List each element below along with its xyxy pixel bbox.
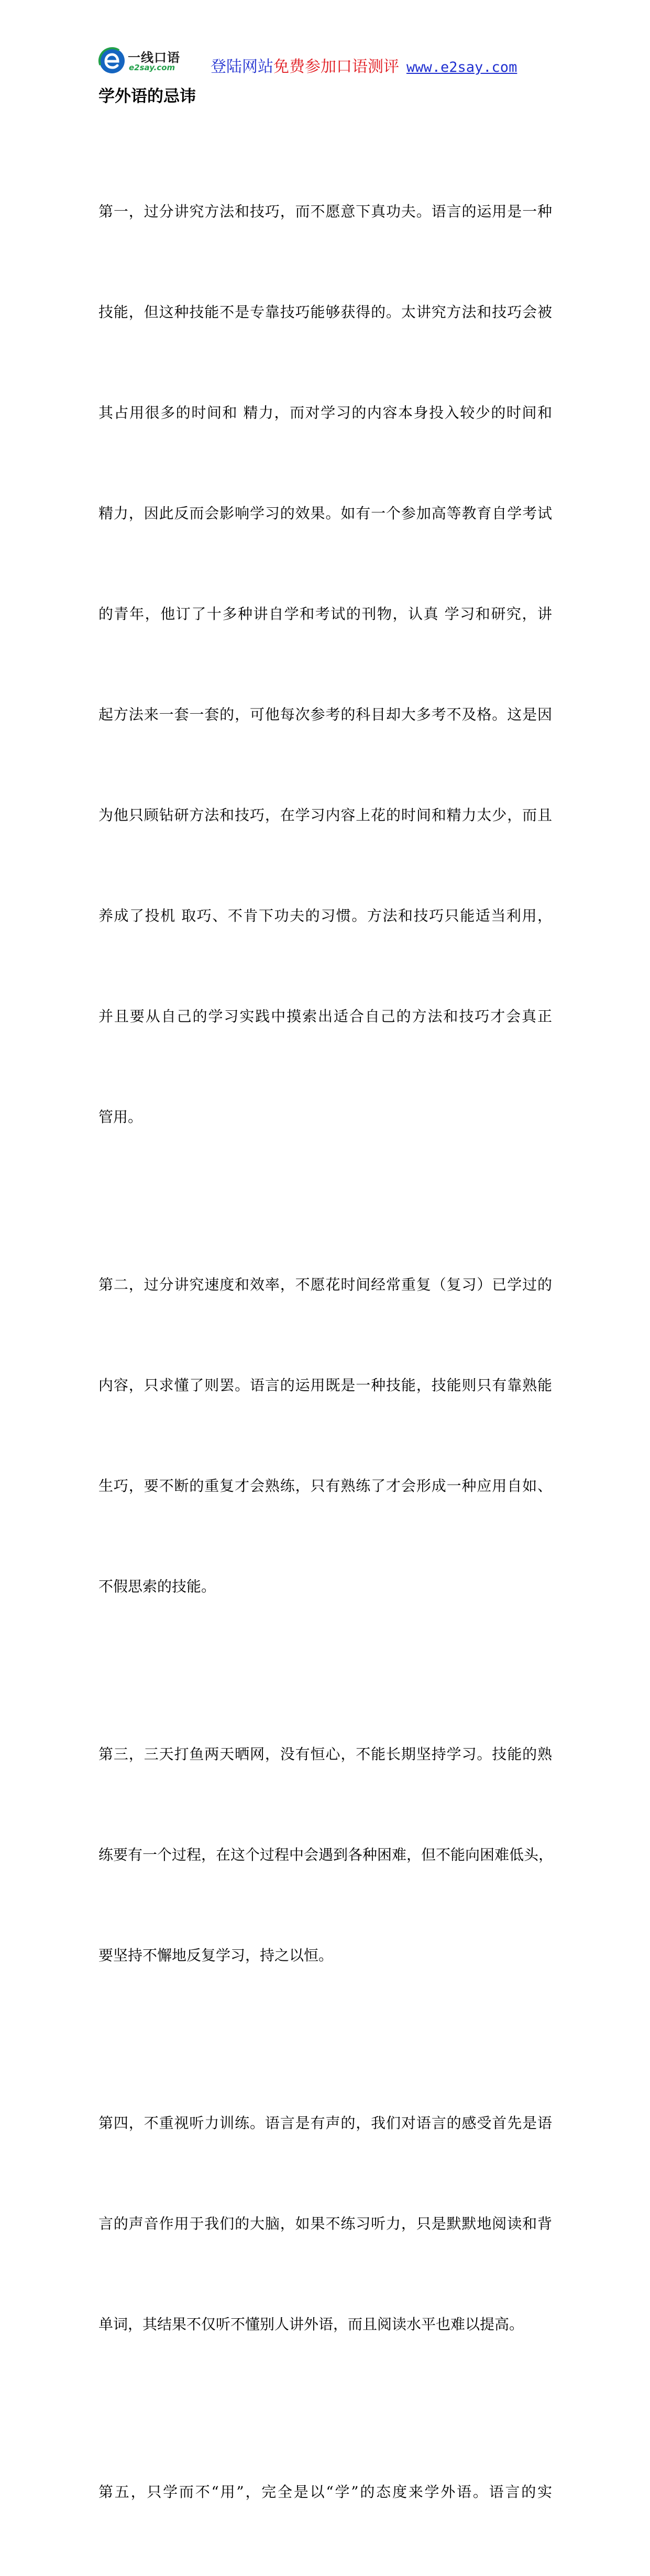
- logo-chinese-text: 一线口语: [128, 50, 180, 65]
- paragraph-line: 并且要从自己的学习实践中摸索出适合自己的方法和技巧才会真正: [98, 1008, 552, 1025]
- site-logo[interactable]: [98, 46, 188, 75]
- paragraph-line: 第一，过分讲究方法和技巧，而不愿意下真功夫。语言的运用是一种: [98, 203, 552, 220]
- paragraph-4: [98, 2039, 552, 2408]
- paragraph-line: 第五，只学而不“用”，完全是以“学”的态度来学外语。语言的实: [98, 2483, 552, 2501]
- paragraph-line: 精力，因此反而会影响学习的效果。如有一个参加高等教育自学考试: [98, 505, 552, 522]
- paragraph-line: 生巧，要不断的重复才会熟练，只有熟练了才会形成一种应用自如、: [98, 1477, 552, 1494]
- paragraph-line: 第三，三天打鱼两天晒网，没有恒心，不能长期坚持学习。技能的熟: [98, 1745, 552, 1763]
- paragraph-line: 要坚持不懈地反复学习，持之以恒。: [98, 1947, 334, 1964]
- logo-domain-text: e2say.com: [129, 63, 175, 72]
- paragraph-line: 内容，只求懂了则罢。语言的运用既是一种技能，技能则只有靠熟能: [98, 1377, 552, 1394]
- paragraph-line: 其占用很多的时间和 精力，而对学习的内容本身投入较少的时间和: [98, 404, 552, 421]
- banner-website-link[interactable]: www.e2say.com: [406, 59, 517, 75]
- paragraph-line: 为他只顾钻研方法和技巧，在学习内容上花的时间和精力太少，而且: [98, 806, 552, 824]
- banner-login-text: 登陆网站: [211, 58, 273, 76]
- document-body: [98, 128, 552, 2576]
- paragraph-2: [98, 1201, 552, 1671]
- paragraph-1: [98, 128, 552, 1201]
- paragraph-5: [98, 2408, 552, 2576]
- document-title: 学外语的忌讳: [98, 87, 196, 106]
- e2say-logo-icon: [98, 47, 126, 74]
- paragraph-line: 第四，不重视听力训练。语言是有声的，我们对语言的感受首先是语: [98, 2114, 552, 2132]
- banner-free-test-text: 免费参加口语测评: [273, 58, 399, 76]
- paragraph-line: 单词，其结果不仅听不懂别人讲外语，而且阅读水平也难以提高。: [98, 2316, 524, 2333]
- paragraph-3: [98, 1671, 552, 2039]
- paragraph-line: 练要有一个过程，在这个过程中会遇到各种困难，但不能向困难低头，: [98, 1846, 554, 1863]
- paragraph-line: 不假思索的技能。: [98, 1578, 216, 1595]
- paragraph-line: 养成了投机 取巧、不肯下功夫的习惯。方法和技巧只能适当利用，: [98, 907, 552, 924]
- paragraph-line: 第二，过分讲究速度和效率，不愿花时间经常重复（复习）已学过的: [98, 1276, 552, 1293]
- paragraph-line: 起方法来一套一套的，可他每次参考的科目却大多考不及格。这是因: [98, 706, 552, 723]
- paragraph-line: 技能，但这种技能不是专靠技巧能够获得的。太讲究方法和技巧会被: [98, 303, 552, 321]
- paragraph-line: 管用。: [98, 1108, 143, 1126]
- paragraph-line: 的青年，他订了十多种讲自学和考试的刊物，认真 学习和研究，讲: [98, 605, 552, 623]
- paragraph-line: 言的声音作用于我们的大脑，如果不练习听力，只是默默地阅读和背: [98, 2215, 552, 2232]
- header-banner: [211, 57, 517, 78]
